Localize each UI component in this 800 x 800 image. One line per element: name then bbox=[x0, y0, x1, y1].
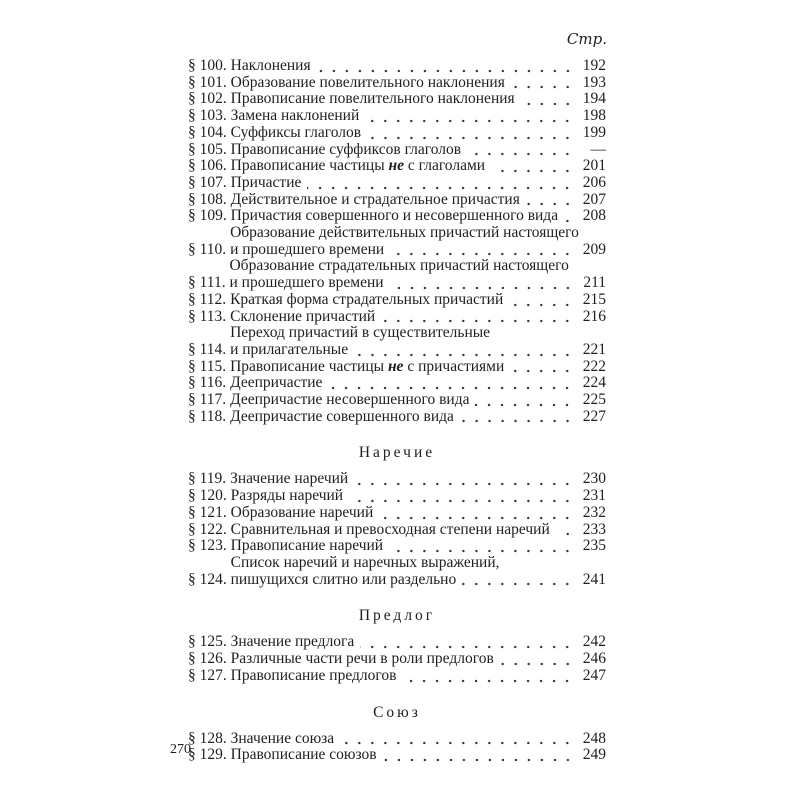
page-ref: 235 bbox=[582, 537, 606, 555]
entry-body bbox=[231, 634, 606, 651]
entry-title bbox=[231, 91, 515, 108]
section-number: § 116. bbox=[188, 374, 231, 392]
page-ref: 248 bbox=[582, 729, 606, 747]
entry-body bbox=[231, 75, 606, 92]
entry-body bbox=[230, 225, 606, 258]
entry-title bbox=[231, 538, 383, 555]
section-number: § 119. bbox=[188, 470, 231, 488]
entry-text: Правописание частицы bbox=[230, 157, 389, 175]
dot-leader bbox=[354, 476, 574, 486]
toc-entry bbox=[188, 505, 606, 522]
entry-title bbox=[231, 488, 343, 505]
section-number: § 109. bbox=[188, 207, 231, 225]
section-number: § 108. bbox=[188, 190, 231, 208]
entry-body bbox=[231, 91, 606, 108]
page-ref: 232 bbox=[582, 503, 606, 521]
entry-line bbox=[231, 488, 606, 505]
entry-body bbox=[231, 522, 606, 539]
section-number: § 104. bbox=[188, 123, 231, 141]
section-number: § 106. bbox=[188, 157, 231, 175]
entry-body bbox=[231, 731, 606, 748]
toc-entry bbox=[188, 175, 606, 192]
toc-entry bbox=[188, 731, 606, 748]
entry-title bbox=[230, 471, 348, 488]
section-number: § 123. bbox=[188, 537, 231, 555]
entry-text-after: с причастиями bbox=[403, 357, 505, 375]
section-number: § 125. bbox=[188, 633, 231, 651]
dot-leader bbox=[521, 96, 574, 106]
entry-title bbox=[230, 342, 348, 359]
toc-entry bbox=[188, 634, 606, 651]
page-ref: 246 bbox=[582, 650, 606, 668]
toc-entry bbox=[188, 208, 606, 225]
entry-text: Правописание суффиксов глаголов bbox=[230, 140, 462, 158]
entry-line bbox=[231, 158, 606, 175]
entry-text: Краткая форма страдательных причастий bbox=[230, 290, 504, 308]
entry-line bbox=[230, 392, 606, 409]
toc-entry bbox=[188, 158, 606, 175]
section-number: § 105. bbox=[188, 140, 231, 158]
entry-line bbox=[231, 572, 606, 589]
entry-line bbox=[231, 91, 606, 108]
toc-entry bbox=[188, 91, 606, 108]
entry-line bbox=[229, 258, 606, 275]
page-ref: 211 bbox=[583, 274, 606, 292]
entry-text: Суффиксы глаголов bbox=[230, 123, 362, 141]
section-number: § 103. bbox=[188, 107, 231, 125]
toc-entry bbox=[188, 538, 606, 555]
entry-line bbox=[231, 108, 606, 125]
dot-leader bbox=[389, 543, 574, 553]
entry-text: Причастие bbox=[230, 173, 302, 191]
toc-entry bbox=[188, 668, 606, 685]
entry-text: Действительное и страдательное причастия bbox=[230, 190, 520, 208]
dot-leader bbox=[365, 113, 574, 123]
entry-text: Причастия совершенного и несовершенного вида bbox=[230, 207, 559, 225]
entry-text: Список наречий и наречных выражений, bbox=[230, 553, 500, 571]
dot-leader bbox=[383, 752, 574, 762]
entry-line bbox=[230, 359, 606, 376]
entry-body bbox=[231, 538, 606, 555]
entry-title bbox=[231, 555, 500, 572]
section-number: § 101. bbox=[188, 73, 231, 91]
section-number: § 121. bbox=[188, 503, 231, 521]
entry-line bbox=[231, 125, 606, 142]
toc-entry bbox=[188, 409, 606, 426]
entry-line bbox=[230, 471, 606, 488]
dot-leader bbox=[556, 526, 574, 536]
entry-line bbox=[231, 505, 606, 522]
entry-text: Образование повелительного наклонения bbox=[230, 73, 505, 91]
page-ref: 222 bbox=[582, 357, 606, 375]
section-number: § 117. bbox=[188, 391, 231, 409]
toc-entry bbox=[188, 471, 606, 488]
dot-leader bbox=[467, 146, 574, 156]
entry-line bbox=[230, 242, 606, 259]
section-number: § 112. bbox=[188, 290, 231, 308]
section-heading: Предлог bbox=[358, 607, 436, 625]
page-ref: 216 bbox=[582, 307, 606, 325]
entry-title bbox=[230, 325, 490, 342]
entry-line bbox=[230, 225, 606, 242]
entry-text: Сравнительная и превосходная степени наречий bbox=[230, 520, 550, 538]
entry-title bbox=[231, 747, 377, 764]
entry-text: Правописание союзов bbox=[230, 746, 377, 764]
entry-body bbox=[231, 175, 606, 192]
dot-leader bbox=[475, 397, 574, 407]
entry-text: Значение союза bbox=[230, 729, 335, 747]
entry-text: Склонение причастий bbox=[230, 307, 376, 325]
page-ref: 241 bbox=[582, 570, 606, 588]
toc-entry bbox=[188, 142, 606, 159]
page-ref: 249 bbox=[582, 746, 606, 764]
entry-line bbox=[231, 634, 606, 651]
entry-title bbox=[231, 125, 361, 142]
page-ref: 192 bbox=[582, 57, 606, 74]
entry-text: Образование наречий bbox=[230, 503, 374, 521]
dot-leader bbox=[526, 196, 574, 206]
entry-body bbox=[231, 555, 606, 588]
dot-leader bbox=[379, 510, 574, 520]
entry-line bbox=[231, 175, 606, 192]
entry-title bbox=[231, 75, 505, 92]
page-column-label: Стр. bbox=[566, 30, 607, 48]
page-ref: 247 bbox=[582, 666, 606, 684]
page-ref: 221 bbox=[582, 340, 606, 358]
page-ref: — bbox=[590, 140, 606, 158]
page-ref: 242 bbox=[582, 633, 606, 651]
entry-body bbox=[230, 375, 606, 392]
page-ref: 201 bbox=[582, 157, 606, 175]
dot-leader bbox=[349, 493, 574, 503]
entry-title bbox=[231, 522, 550, 539]
toc-entry bbox=[188, 555, 606, 588]
dot-leader bbox=[509, 297, 574, 307]
dot-leader bbox=[307, 180, 574, 190]
entry-text: Образование страдательных причастий настоящего bbox=[229, 257, 569, 275]
entry-title bbox=[231, 634, 355, 651]
toc-entry bbox=[188, 75, 606, 92]
entry-line bbox=[230, 325, 606, 342]
entry-text: и прошедшего времени bbox=[229, 274, 384, 292]
dot-leader bbox=[354, 347, 574, 357]
dot-leader bbox=[367, 130, 574, 140]
entry-text: Переход причастий в существительные bbox=[230, 324, 491, 342]
page-ref: 227 bbox=[582, 407, 606, 425]
entry-title bbox=[230, 242, 384, 259]
entry-body bbox=[230, 392, 606, 409]
dot-leader bbox=[511, 79, 574, 89]
page-ref: 206 bbox=[582, 173, 606, 191]
page-ref: 208 bbox=[582, 207, 606, 225]
entry-title bbox=[230, 225, 579, 242]
toc-entry bbox=[188, 258, 606, 291]
toc-entry bbox=[188, 392, 606, 409]
section-number: § 113. bbox=[188, 307, 231, 325]
section-number: § 129. bbox=[188, 746, 231, 764]
dot-leader bbox=[460, 413, 574, 423]
page-number: 270 bbox=[170, 742, 191, 757]
toc-entry bbox=[188, 359, 606, 376]
entry-line bbox=[231, 668, 606, 685]
entry-title bbox=[230, 409, 454, 426]
dot-leader bbox=[328, 380, 574, 390]
dot-leader bbox=[500, 656, 574, 666]
entry-text: Правописание частицы bbox=[230, 357, 388, 375]
section-number: § 124. bbox=[188, 570, 231, 588]
entry-line bbox=[230, 309, 606, 326]
entry-body bbox=[230, 359, 606, 376]
entry-text: Деепричастие совершенного вида bbox=[230, 407, 454, 425]
entry-title bbox=[231, 572, 457, 589]
entry-title bbox=[230, 309, 375, 326]
entry-line bbox=[231, 747, 606, 764]
entry-body bbox=[231, 747, 606, 764]
entry-line bbox=[231, 522, 606, 539]
entry-title bbox=[229, 275, 383, 292]
section-number: § 100. bbox=[188, 57, 231, 74]
section-number: § 107. bbox=[188, 173, 231, 191]
entry-text: Правописание наречий bbox=[230, 537, 384, 555]
section-number: § 118. bbox=[188, 407, 231, 425]
section-heading: Союз bbox=[373, 703, 421, 721]
dot-leader bbox=[390, 246, 574, 256]
entry-title bbox=[231, 192, 520, 209]
entry-text: Различные части речи в роли предлогов bbox=[230, 650, 494, 668]
dot-leader bbox=[381, 313, 574, 323]
entry-line bbox=[231, 555, 606, 572]
page-ref: 207 bbox=[582, 190, 606, 208]
page-ref: 215 bbox=[582, 290, 606, 308]
page-ref: 230 bbox=[582, 470, 606, 488]
entry-body bbox=[230, 309, 606, 326]
entry-text: Деепричастие несовершенного вида bbox=[230, 391, 470, 409]
entry-body bbox=[231, 142, 606, 159]
entry-text-after: с глаголами bbox=[404, 157, 486, 175]
entry-line bbox=[231, 192, 606, 209]
entry-text: Значение предлога bbox=[230, 633, 355, 651]
section-number: § 126. bbox=[188, 650, 231, 668]
toc-entry bbox=[188, 309, 606, 326]
entry-line bbox=[230, 375, 606, 392]
entry-body bbox=[231, 651, 606, 668]
entry-line bbox=[231, 58, 606, 75]
entry-body bbox=[231, 505, 606, 522]
toc-entry bbox=[188, 488, 606, 505]
entry-body bbox=[230, 325, 606, 358]
emphasized-word: не bbox=[387, 357, 404, 375]
dot-leader bbox=[360, 639, 574, 649]
entry-line bbox=[230, 292, 606, 309]
entry-body bbox=[231, 125, 606, 142]
dot-leader bbox=[390, 280, 574, 290]
entry-body bbox=[231, 58, 606, 75]
entry-body bbox=[231, 108, 606, 125]
entry-line bbox=[231, 651, 606, 668]
page-ref: 209 bbox=[582, 240, 606, 258]
entry-title bbox=[230, 375, 322, 392]
section-number: § 114. bbox=[188, 340, 231, 358]
toc-section bbox=[188, 608, 606, 684]
entry-text: Разряды наречий bbox=[230, 487, 344, 505]
toc-entry bbox=[188, 108, 606, 125]
dot-leader bbox=[317, 63, 574, 73]
entry-text: Наклонения bbox=[230, 57, 311, 74]
section-number: § 111. bbox=[188, 274, 230, 292]
entry-title bbox=[231, 175, 302, 192]
entry-title bbox=[231, 142, 461, 159]
entry-text: Значение наречий bbox=[230, 470, 349, 488]
entry-line bbox=[230, 342, 606, 359]
dot-leader bbox=[510, 363, 574, 373]
section-number: § 128. bbox=[188, 729, 231, 747]
section-number: § 115. bbox=[188, 357, 231, 375]
entry-line bbox=[231, 142, 606, 159]
entry-title bbox=[231, 651, 494, 668]
section-number: § 102. bbox=[188, 90, 231, 108]
entry-line bbox=[230, 409, 606, 426]
entry-body bbox=[231, 488, 606, 505]
entry-text: и прилагательные bbox=[230, 340, 349, 358]
toc-section bbox=[188, 705, 606, 764]
page-ref: 198 bbox=[582, 107, 606, 125]
entry-text: Деепричастие bbox=[230, 374, 323, 392]
entry-body bbox=[231, 208, 606, 225]
entry-body bbox=[231, 192, 606, 209]
entry-body bbox=[231, 158, 606, 175]
page-ref: 225 bbox=[582, 391, 606, 409]
toc-entry bbox=[188, 375, 606, 392]
entry-line bbox=[231, 208, 606, 225]
entry-body bbox=[230, 471, 606, 488]
toc-entry bbox=[188, 747, 606, 764]
dot-leader bbox=[462, 576, 574, 586]
toc-entry bbox=[188, 58, 606, 75]
page-ref: 194 bbox=[582, 90, 606, 108]
entry-title bbox=[231, 58, 311, 75]
toc-entry bbox=[188, 651, 606, 668]
entry-title bbox=[231, 108, 360, 125]
page-ref: 199 bbox=[582, 123, 606, 141]
entry-body bbox=[229, 258, 606, 291]
entry-title bbox=[231, 731, 335, 748]
toc-entry bbox=[188, 325, 606, 358]
section-number: § 122. bbox=[188, 520, 231, 538]
toc-section bbox=[188, 58, 606, 425]
toc-entry bbox=[188, 125, 606, 142]
toc-section bbox=[188, 445, 606, 588]
entry-text: и прошедшего времени bbox=[230, 240, 385, 258]
page-ref: 193 bbox=[582, 73, 606, 91]
entry-title bbox=[230, 359, 504, 376]
entry-title bbox=[231, 505, 374, 522]
section-number: § 110. bbox=[188, 240, 231, 258]
entry-line bbox=[231, 731, 606, 748]
entry-text: Правописание повелительного наклонения bbox=[230, 90, 515, 108]
entry-body bbox=[230, 409, 606, 426]
dot-leader bbox=[491, 163, 574, 173]
section-number: § 127. bbox=[188, 666, 231, 684]
section-number: § 120. bbox=[188, 487, 231, 505]
dot-leader bbox=[340, 735, 574, 745]
entry-body bbox=[230, 292, 606, 309]
entry-title bbox=[230, 392, 469, 409]
entry-line bbox=[229, 275, 606, 292]
toc-entry bbox=[188, 522, 606, 539]
entry-body bbox=[231, 668, 606, 685]
entry-title bbox=[229, 258, 568, 275]
page-ref: 231 bbox=[582, 487, 606, 505]
page-ref: 233 bbox=[582, 520, 606, 538]
table-of-contents bbox=[188, 58, 606, 764]
emphasized-word: не bbox=[388, 157, 405, 175]
entry-text: Образование действительных причастий настоящего bbox=[230, 224, 579, 242]
toc-entry bbox=[188, 292, 606, 309]
dot-leader bbox=[402, 673, 574, 683]
entry-text: пишущихся слитно или раздельно bbox=[230, 570, 457, 588]
dot-leader bbox=[564, 213, 574, 223]
entry-title bbox=[231, 158, 485, 175]
entry-text: Замена наклонений bbox=[230, 107, 360, 125]
entry-title bbox=[231, 208, 558, 225]
entry-text: Правописание предлогов bbox=[230, 666, 397, 684]
page-ref: 224 bbox=[582, 374, 606, 392]
toc-entry bbox=[188, 225, 606, 258]
entry-line bbox=[231, 75, 606, 92]
entry-title bbox=[230, 292, 503, 309]
entry-title bbox=[231, 668, 397, 685]
section-heading: Наречие bbox=[358, 444, 436, 462]
entry-line bbox=[231, 538, 606, 555]
toc-entry bbox=[188, 192, 606, 209]
